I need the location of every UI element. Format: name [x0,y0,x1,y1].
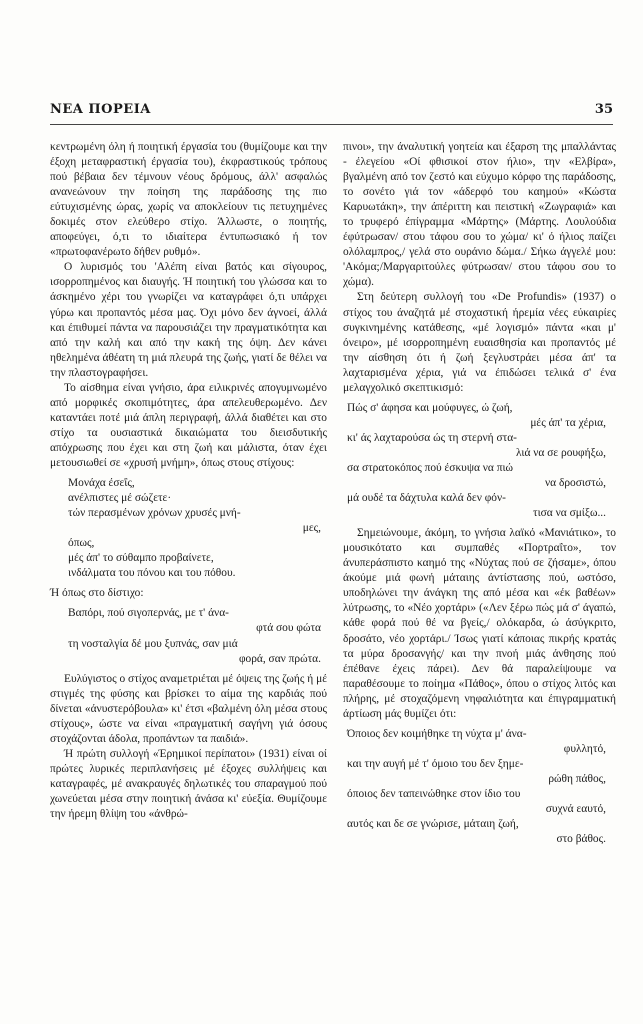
verse-line-continuation: στο βάθος. [556,833,606,846]
verse-line: ινδάλματα του πόνου και του πόθου. [68,567,236,580]
verse-line-continuation: λιά να σε ρουφήξω, [516,446,606,459]
verse-line: μά ουδέ τα δάχτυλα καλά δεν φόν- [347,492,506,505]
paragraph: κεντρωμένη όλη ή ποιητική έργασία του (θυμίζουμε και την έξοχη μεταφραστική έργασία του), έκφραστικούς τρόπους πού βέβαια δεν τέμνουν νέους δρόμους, άλλ' ασφαλώς ανανεώνουν την ποίηση της παράδοσης της πιο εύτυχισμένης ώρας, χωρίς να αποκλείουν τις πετυχημένες δοκιμές στον ελεύθερο στίχο. Άλλωστε, ο ποιητής, αποφεύγει, ό,τι το ιδιαίτερα έντυπωσιακό ή τον «πρωτοφανέρωτο δήθεν ρυθμό». [50,141,327,259]
verse-line: αυτός και δε σε γνώρισε, μάταιη ζωή, [347,818,519,831]
verse-line-continuation: φτά σου φώτα [256,622,321,635]
paragraph: Το αίσθημα είναι γνήσιο, άρα ειλικρινές απογυμνωμένο από μορφικές σκοπιμότητες, άρα απελευθερωμένο. Δεν καταντάει ποτέ μιά άπλη περιγραφή, άλλά διαθέτει και στο στίχο τα ουσιαστικά δικαιώματα του διεισδυτικής απόχρωσης που έχει και στη ζωή και μάλιστα, όταν έχει μετουσιωθεί σε «χρυσή μνήμη», όπως στους στίχους: [50,381,327,469]
verse-line: σα στρατοκόπος πού έσκυψα να πιώ [347,461,514,474]
paragraph: πινοι», την άναλυτική γοητεία και έξαρση της μπαλλάντας - έλεγείου «Οί φθισικοί στον ήλιο», την «Ελβίρα», βγαλμένη από τον ζεστό και εύχυμο κόρφο της παράδοσης, το σονέτο γιά τον «άδερφό του καημού» «Κώστα Καρυωτάκη», την άπέριττη και πειστική «Ζωγραφιά» και το τρυφερό έπίγραμμα «Μάρτης» (Μάρτης. Λουλούδια έφύτρωσαν/ στου τάφου σου το χώμα/ κι' ό ήλιος παίζει ολόλαμπρος,/ γελά στο ουράνιο δώμα./ Σήκω άγγελέ μου: 'Ακόμα;/Μαργαριτούλες φύτρωσαν/ στου τάφου σου το χώμα). [343,141,616,289]
verse-line-continuation: συχνά εαυτό, [545,803,606,816]
verse-line: Όποιος δεν κοιμήθηκε τη νύχτα μ' άνα- [347,727,527,740]
verse-line: τών περασμένων χρόνων χρυσές μνή- [68,507,241,520]
verse-line-continuation: μές άπ' τα χέρια, [530,416,606,429]
verse-quote [347,401,616,521]
verse-quote [68,476,327,581]
verse-line: και την αυγή μέ τ' όμοιο του δεν ξημε- [347,757,524,770]
verse-line: κι' άς λαχταρούσα ώς τη στερνή στα- [347,431,517,444]
right-column [343,140,616,852]
verse-line-continuation: μες, [302,522,321,535]
paragraph: Ή πρώτη συλλογή «Έρημικοί περίπατοι» (1931) είναι οί πρώτες λυρικές περιπλανήσεις μέ έξοχες συλλήψεις και καταγραφές, μέ ανακραυγές δηλωτικές του σπαραγμού πού χωνεύεται μέσα στην ποιητική άνάσα κι' εύεξία. Θυμίζουμε την ήρεμη θλίψη του «άνθρώ- [50,747,327,821]
journal-title: ΝΕΑ ΠΟΡΕΙΑ [50,102,151,117]
verse-line: τη νοσταλγία δέ μου ξυπνάς, σαν μιά [68,637,238,650]
verse-line: όποιος δεν ταπεινώθηκε στον ίδιο του [347,787,521,800]
verse-line-continuation: ρώθη πάθος, [548,772,606,785]
verse-line: Μονάχα έσεΐς, [68,477,135,490]
verse-line-continuation: φορά, σαν πρώτα. [238,652,321,665]
verse-line: όπως, [68,537,95,550]
verse-quote [68,606,327,666]
verse-line-continuation: φυλλητό, [563,742,606,755]
running-header [50,102,613,122]
verse-line-continuation: τισα να σμίξω... [533,507,606,520]
paragraph: Ευλύγιστος ο στίχος αναμετριέται μέ όψεις της ζωής ή μέ στιγμές της φύσης και βρίσκει το αίμα της καρδιάς πού δίνεται «άνυστερόβουλα» κι' έτσι «βαλμένη όλη μέσα στους στίχους», ώστε να είναι «πραγματική σαγήνη γιά όσους στοχάζονται άδολα, προπάντων τα παιδιά». [50,672,327,745]
left-column [50,140,327,822]
page-number: 35 [594,102,613,117]
paragraph: Ο λυρισμός του 'Αλέπη είναι βατός και σίγουρος, ισορροπημένος και διαυγής. Ή ποιητική του γλώσσα και το άσκημένο χέρι του γνωρίζει να καταγράφει ό,τι υπάρχει γύρω και προπαντός μέσα μας. Όχι μόνο δεν άγνοεί, άλλά και έπιθυμεί πάντα να παρουσιάζει την πραγματικότητα και από την καλή και από την κακή της όψη. Δεν κάνει ηθελημένα άθέατη τη μιά πλευρά της ζωής, γιατί δε θέλει να την πλαστογραφήσει. [50,261,327,379]
verse-line: Πώς σ' άφησα και μούφυγες, ώ ζωή, [347,401,513,414]
verse-line: ανέλπιστες μέ σώζετε· [68,492,172,505]
verse-line: μές άπ' το σύθαμπο προβαίνετε, [68,552,214,565]
verse-line-continuation: να δροσιστώ, [545,477,606,490]
paragraph: Στη δεύτερη συλλογή του «De Profundis» (1937) ο στίχος του άναζητά μέ στοχαστική ήρεμία νέες εύκαιρίες συγκινημένης κατάθεσης, «μέ λογισμό» πάντα «και μ' όνειρο», μέ ισορροπημένη ευαισθησία και προπαντός μέ την αίσθηση ότι ή ζωή ξεγλυστράει μέσα άπ' τα λαχταρισμένα χέρια, γιά να έπιδώσει τελικά σ' ένα μελαγχολικό σκεπτικισμό: [343,291,616,394]
verse-line: Βαπόρι, πού σιγοπερνάς, με τ' άνα- [68,607,229,620]
header-rule [50,124,613,125]
paragraph: Ή όπως στο δίστιχο: [50,587,144,600]
paragraph: Σημειώνουμε, άκόμη, το γνήσια λαϊκό «Μανιάτικο», το μουσικότατο και συμπαθές «Πορτραΐτο», τον άνυπεράσπιστο καημό της «Νύχτας πού σε ζήσαμε», όπου άκούμε μιά φωνή μάταιης άντίστασης πού, ωστόσο, υποδηλώνει την άνάγκη της από μέσα και «έκ βαθέων» λύτρωσης, το «Νέο χορτάρι» («Λεν ξέρω πώς μά σ' άγαπώ, κάθε φορά πού θέ να βγείς,/ ολόκαρδα, ώ άσύγκριτο, δροσάτο, νέο χορτάρι./ Ίσως γιατί κάποιας πικρής κρατάς τα μύρα δροσανγής/ και την πνοή μιάς άνθησης πού έπέθανε έχεις πάρει). Δεν θά παραλείψουμε να παραθέσουμε το ποίημα «Πάθος», όπου ο στίχος λιτός και πλήρης, μέ στοχαζόμενη νηφαλιότητα και έπιγραμματική άρτίωση μάς θυμίζει ότι: [343,527,616,720]
verse-quote [347,727,616,847]
